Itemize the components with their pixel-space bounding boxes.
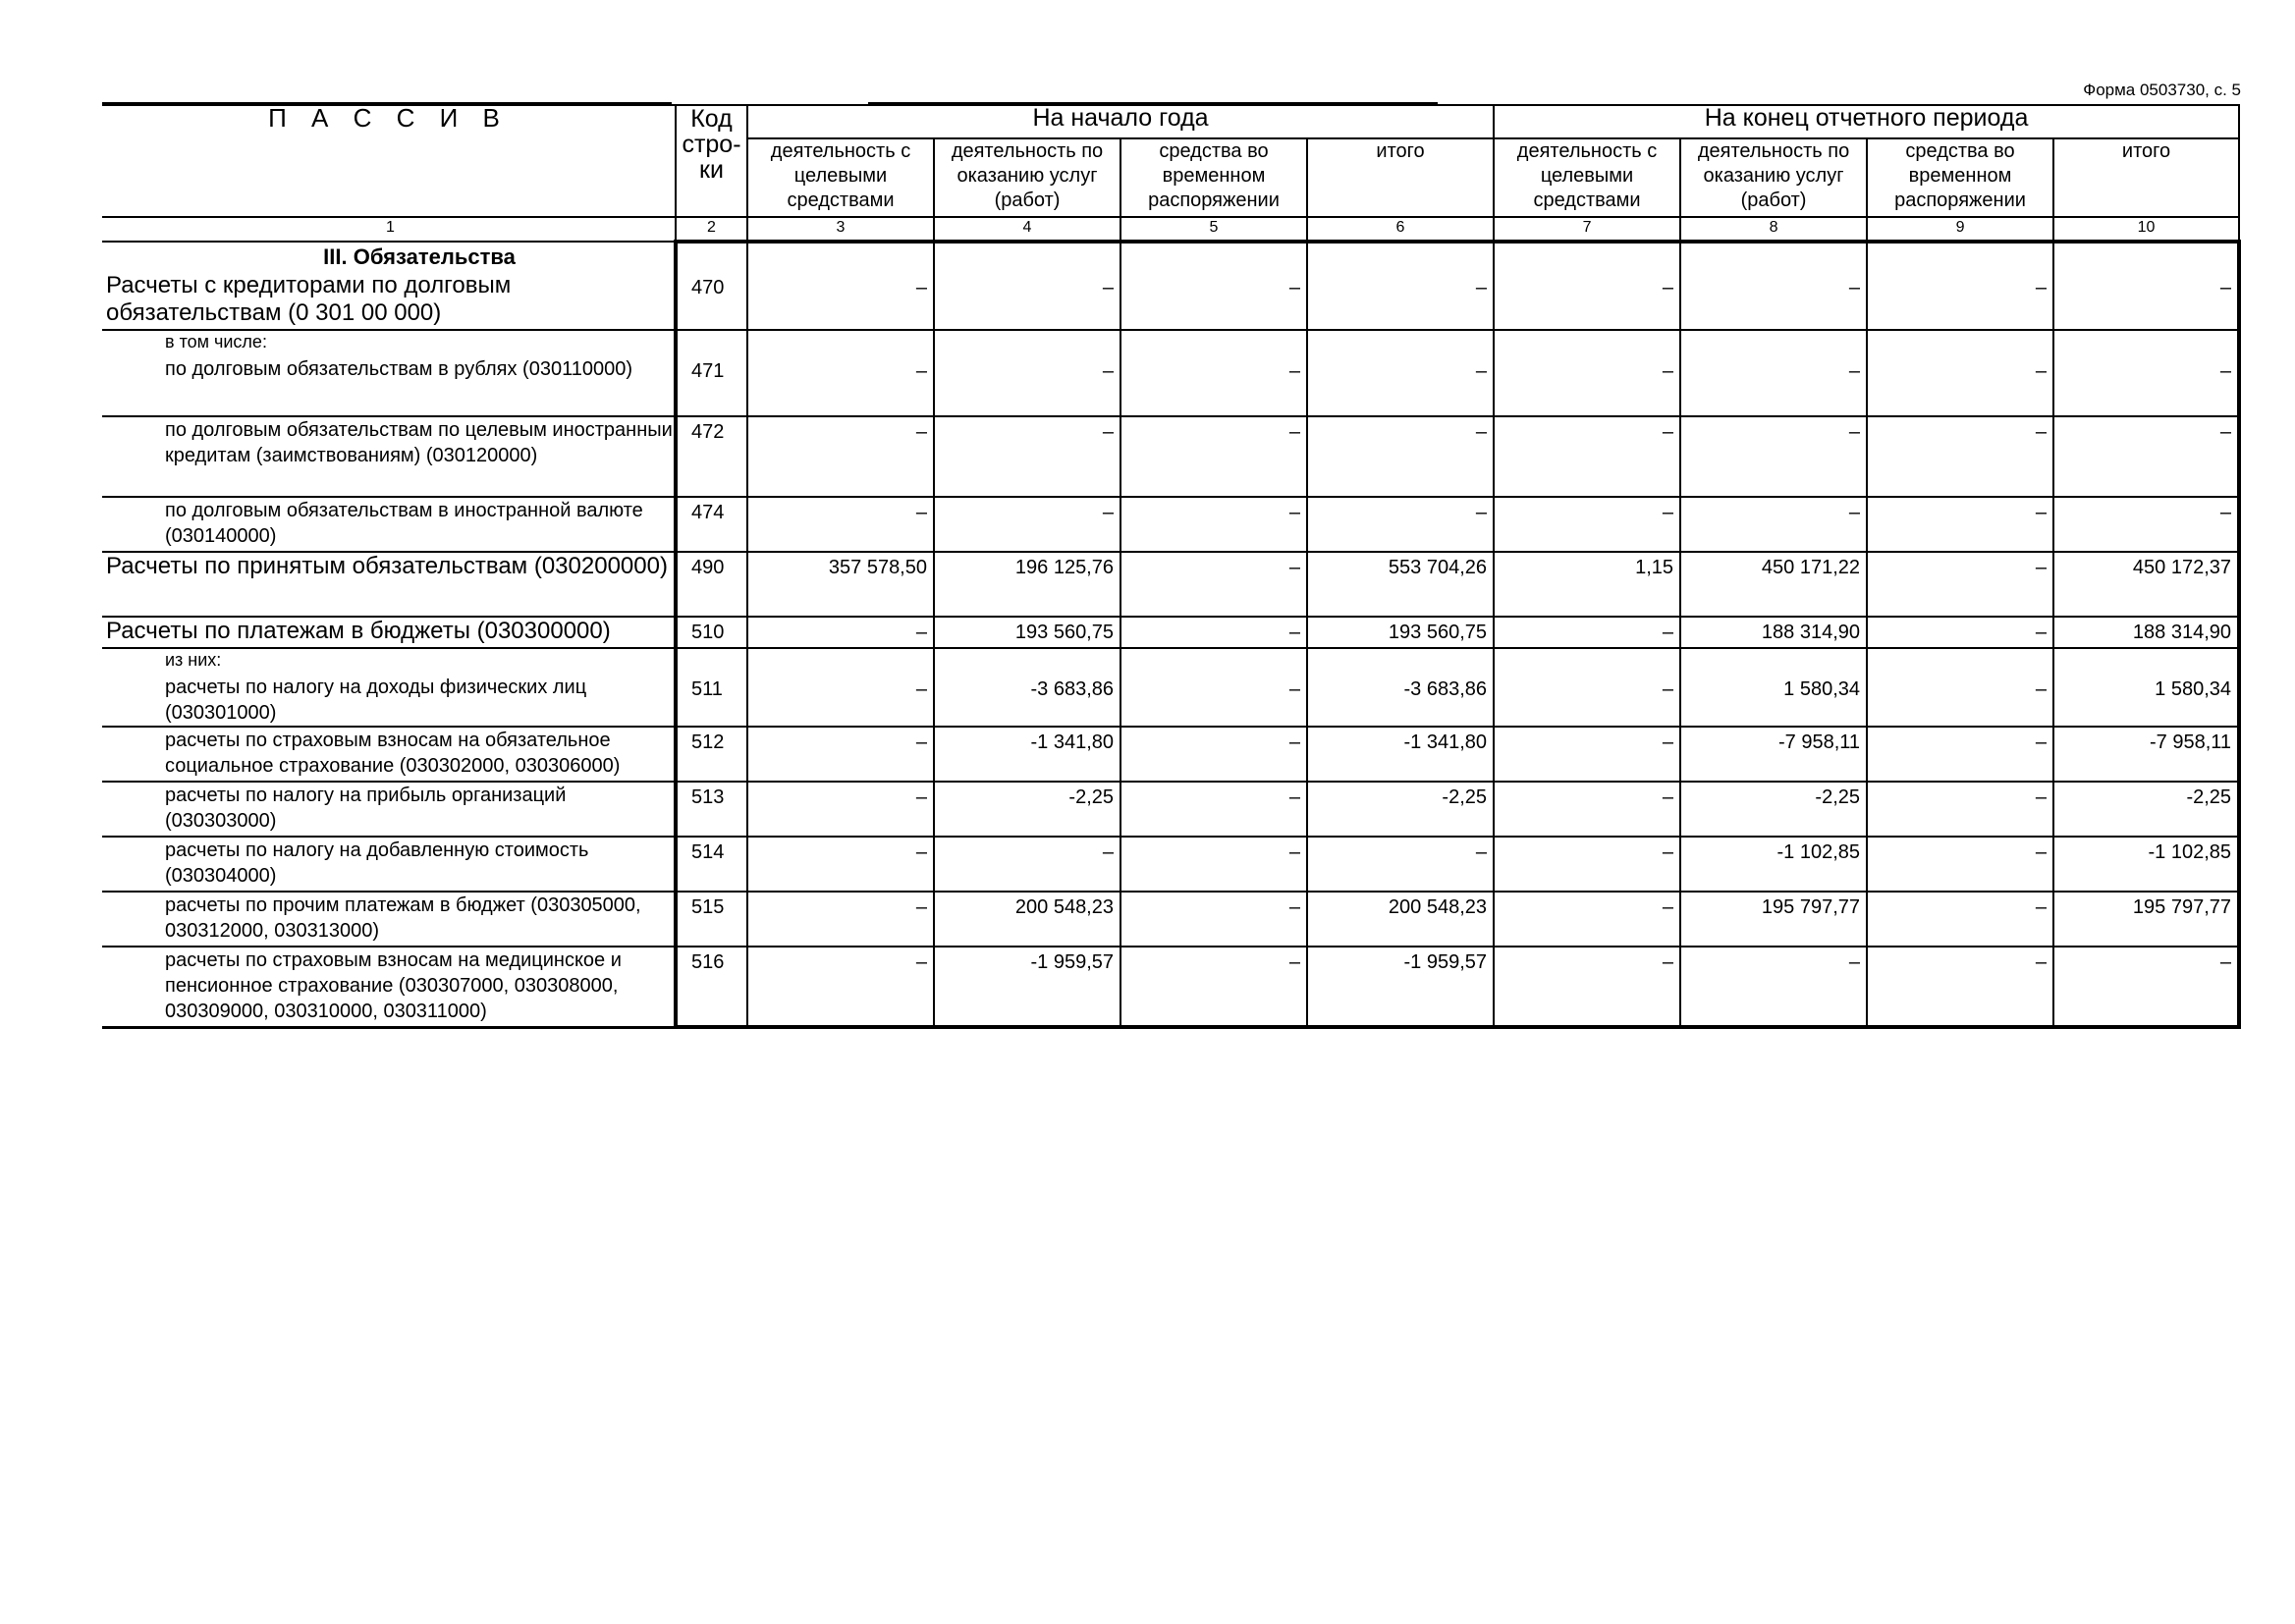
- col-number: 3: [747, 217, 934, 242]
- value-cell: –: [1867, 552, 2053, 617]
- row-code: 516: [676, 947, 747, 1027]
- value-cell: –: [1494, 727, 1680, 782]
- value-cell: –: [747, 242, 934, 330]
- table-row: [102, 416, 2239, 497]
- value-cell: 193 560,75: [1307, 617, 1494, 648]
- value-cell: –: [1867, 497, 2053, 552]
- value-cell: 200 548,23: [1307, 892, 1494, 947]
- value-cell: 195 797,77: [2053, 892, 2239, 947]
- value-cell: –: [1120, 242, 1307, 330]
- value-cell: –: [1680, 497, 1867, 552]
- row-name: расчеты по страховым взносам на обязательное социальное страхование (030302000, 030306000): [165, 730, 621, 777]
- value-cell: –: [747, 617, 934, 648]
- value-cell: –: [1120, 648, 1307, 727]
- col-number: 4: [934, 217, 1120, 242]
- value-cell: 188 314,90: [2053, 617, 2239, 648]
- value-cell: –: [747, 892, 934, 947]
- value-cell: –: [2053, 947, 2239, 1027]
- value-cell: –: [1494, 497, 1680, 552]
- section-title: III. Обязательства: [323, 244, 516, 269]
- value-cell: -1 102,85: [2053, 837, 2239, 892]
- value-cell: –: [747, 727, 934, 782]
- value-cell: -3 683,86: [934, 648, 1120, 727]
- value-cell: -2,25: [934, 782, 1120, 837]
- value-cell: –: [1120, 947, 1307, 1027]
- value-cell: –: [1494, 837, 1680, 892]
- value-cell: –: [1307, 497, 1494, 552]
- value-cell: –: [2053, 497, 2239, 552]
- row-label: [102, 242, 676, 330]
- row-label: [102, 617, 676, 648]
- col-temporary-funds-start: средства во временном распоряжении: [1120, 138, 1307, 217]
- table-row: [102, 497, 2239, 552]
- col-number: 10: [2053, 217, 2239, 242]
- value-cell: 1 580,34: [1680, 648, 1867, 727]
- col-services-end: деятельность по оказанию услуг (работ): [1680, 138, 1867, 217]
- value-cell: –: [934, 242, 1120, 330]
- value-cell: –: [747, 330, 934, 416]
- col-services-start: деятельность по оказанию услуг (работ): [934, 138, 1120, 217]
- value-cell: –: [1867, 947, 2053, 1027]
- value-cell: -1 341,80: [934, 727, 1120, 782]
- value-cell: 553 704,26: [1307, 552, 1494, 617]
- value-cell: –: [1867, 648, 2053, 727]
- table-row: [102, 617, 2239, 648]
- row-name: расчеты по страховым взносам на медицинское и пенсионное страхование (030307000, 030308000, 030309000, 030310000, 030311000): [165, 949, 622, 1022]
- value-cell: –: [1494, 617, 1680, 648]
- value-cell: –: [1120, 416, 1307, 497]
- row-code: 510: [676, 617, 747, 648]
- value-cell: –: [1120, 837, 1307, 892]
- value-cell: –: [747, 416, 934, 497]
- row-code: 474: [676, 497, 747, 552]
- value-cell: –: [934, 837, 1120, 892]
- value-cell: –: [747, 648, 934, 727]
- value-cell: –: [1680, 947, 1867, 1027]
- row-name: Расчеты по платежам в бюджеты (030300000): [106, 618, 611, 644]
- code-header: Код стро- ки: [676, 105, 747, 217]
- value-cell: –: [934, 330, 1120, 416]
- value-cell: –: [1494, 242, 1680, 330]
- value-cell: –: [1120, 552, 1307, 617]
- end-of-period-header: На конец отчетного периода: [1494, 105, 2239, 138]
- row-name: расчеты по прочим платежам в бюджет (030305000, 030312000, 030313000): [165, 894, 641, 942]
- row-code: 471: [676, 330, 747, 416]
- col-number: 9: [1867, 217, 2053, 242]
- table-row: [102, 837, 2239, 892]
- row-label: [102, 947, 676, 1027]
- row-name: расчеты по налогу на добавленную стоимость (030304000): [165, 839, 589, 887]
- value-cell: –: [2053, 330, 2239, 416]
- value-cell: –: [1120, 497, 1307, 552]
- start-of-year-header: На начало года: [747, 105, 1494, 138]
- row-name: по долговым обязательствам по целевым иностранныи кредитам (заимствованиям) (030120000): [165, 419, 673, 466]
- value-cell: 200 548,23: [934, 892, 1120, 947]
- row-code: 490: [676, 552, 747, 617]
- value-cell: 193 560,75: [934, 617, 1120, 648]
- row-label: [102, 416, 676, 497]
- value-cell: -1 959,57: [1307, 947, 1494, 1027]
- row-name: Расчеты по принятым обязательствам (030200000): [106, 553, 668, 579]
- value-cell: –: [1307, 416, 1494, 497]
- col-number: 7: [1494, 217, 1680, 242]
- row-prefix: в том числе:: [165, 332, 267, 352]
- row-label: [102, 782, 676, 837]
- value-cell: –: [1867, 330, 2053, 416]
- value-cell: 1 580,34: [2053, 648, 2239, 727]
- value-cell: –: [1120, 330, 1307, 416]
- value-cell: –: [1494, 416, 1680, 497]
- value-cell: –: [747, 782, 934, 837]
- value-cell: –: [1307, 242, 1494, 330]
- col-number: 8: [1680, 217, 1867, 242]
- value-cell: -1 959,57: [934, 947, 1120, 1027]
- row-code: 514: [676, 837, 747, 892]
- row-name: расчеты по налогу на доходы физических лиц (030301000): [165, 677, 587, 724]
- col-number: 1: [102, 217, 676, 242]
- table-row: [102, 330, 2239, 416]
- value-cell: –: [1680, 330, 1867, 416]
- value-cell: -2,25: [2053, 782, 2239, 837]
- value-cell: –: [934, 416, 1120, 497]
- value-cell: –: [1867, 727, 2053, 782]
- table-row: [102, 648, 2239, 727]
- value-cell: –: [1494, 648, 1680, 727]
- value-cell: –: [1867, 837, 2053, 892]
- row-label: [102, 727, 676, 782]
- row-code: 515: [676, 892, 747, 947]
- row-name: расчеты по налогу на прибыль организаций (030303000): [165, 785, 567, 832]
- liabilities-table: [102, 104, 2241, 1029]
- row-label: [102, 552, 676, 617]
- row-label: [102, 648, 676, 727]
- row-code: 513: [676, 782, 747, 837]
- value-cell: –: [747, 497, 934, 552]
- value-cell: 450 172,37: [2053, 552, 2239, 617]
- table-row: [102, 782, 2239, 837]
- value-cell: -2,25: [1307, 782, 1494, 837]
- value-cell: –: [1867, 892, 2053, 947]
- row-label: [102, 892, 676, 947]
- row-code: 470: [676, 242, 747, 330]
- value-cell: –: [1680, 416, 1867, 497]
- col-target-funds-end: деятельность с целевыми средствами: [1494, 138, 1680, 217]
- form-number-label: Форма 0503730, с. 5: [2083, 81, 2241, 99]
- value-cell: –: [1307, 837, 1494, 892]
- table-row: [102, 892, 2239, 947]
- table-row: [102, 552, 2239, 617]
- value-cell: –: [1867, 242, 2053, 330]
- value-cell: –: [1120, 617, 1307, 648]
- value-cell: –: [1120, 892, 1307, 947]
- row-name: по долговым обязательствам в иностранной валюте (030140000): [165, 500, 643, 547]
- row-name: по долговым обязательствам в рублях (030110000): [165, 358, 632, 380]
- value-cell: –: [1867, 617, 2053, 648]
- col-target-funds-start: деятельность с целевыми средствами: [747, 138, 934, 217]
- row-code: 512: [676, 727, 747, 782]
- table-row: [102, 727, 2239, 782]
- row-code: 511: [676, 648, 747, 727]
- value-cell: 188 314,90: [1680, 617, 1867, 648]
- row-prefix: из них:: [165, 650, 222, 670]
- value-cell: –: [1120, 782, 1307, 837]
- value-cell: 357 578,50: [747, 552, 934, 617]
- value-cell: –: [934, 497, 1120, 552]
- col-number: 5: [1120, 217, 1307, 242]
- value-cell: –: [1494, 947, 1680, 1027]
- value-cell: –: [747, 837, 934, 892]
- value-cell: –: [1680, 242, 1867, 330]
- value-cell: –: [1867, 416, 2053, 497]
- value-cell: –: [1120, 727, 1307, 782]
- col-number: 6: [1307, 217, 1494, 242]
- value-cell: -2,25: [1680, 782, 1867, 837]
- value-cell: –: [2053, 416, 2239, 497]
- value-cell: -1 102,85: [1680, 837, 1867, 892]
- table-row: [102, 947, 2239, 1027]
- col-number: 2: [676, 217, 747, 242]
- value-cell: –: [1867, 782, 2053, 837]
- value-cell: -3 683,86: [1307, 648, 1494, 727]
- value-cell: 195 797,77: [1680, 892, 1867, 947]
- value-cell: –: [2053, 242, 2239, 330]
- value-cell: 1,15: [1494, 552, 1680, 617]
- value-cell: –: [1307, 330, 1494, 416]
- value-cell: –: [1494, 782, 1680, 837]
- row-label: [102, 330, 676, 416]
- table-row: [102, 242, 2239, 330]
- row-label: [102, 837, 676, 892]
- row-code: 472: [676, 416, 747, 497]
- value-cell: –: [1494, 330, 1680, 416]
- row-label: [102, 497, 676, 552]
- passiv-header: П А С С И В: [102, 105, 676, 217]
- value-cell: 450 171,22: [1680, 552, 1867, 617]
- value-cell: -1 341,80: [1307, 727, 1494, 782]
- value-cell: -7 958,11: [2053, 727, 2239, 782]
- value-cell: –: [747, 947, 934, 1027]
- col-total-start: итого: [1307, 138, 1494, 217]
- value-cell: -7 958,11: [1680, 727, 1867, 782]
- value-cell: –: [1494, 892, 1680, 947]
- value-cell: 196 125,76: [934, 552, 1120, 617]
- col-temporary-funds-end: средства во временном распоряжении: [1867, 138, 2053, 217]
- row-name: Расчеты с кредиторами по долговым обязательствам (0 301 00 000): [106, 272, 512, 326]
- col-total-end: итого: [2053, 138, 2239, 217]
